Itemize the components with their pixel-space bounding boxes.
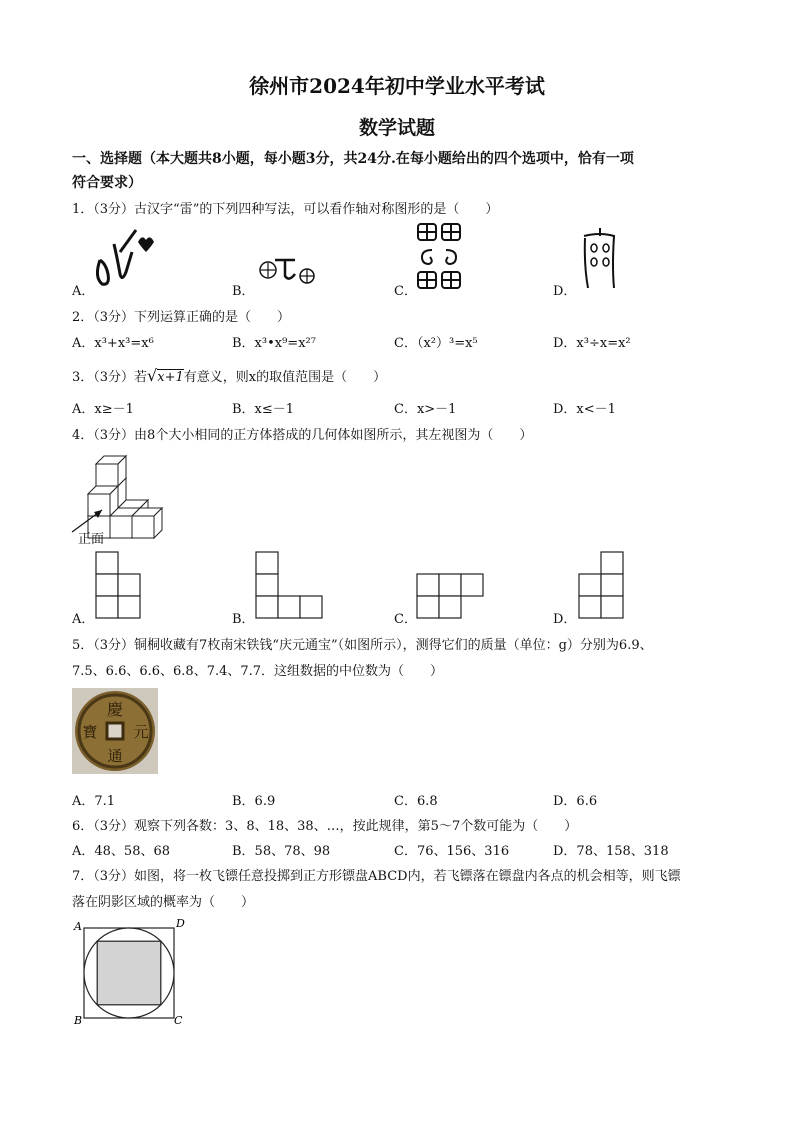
coin-char-left: 寶 <box>82 723 98 741</box>
q3-option-b: B．x≤－1 <box>232 402 295 417</box>
q4-label-b: B． <box>232 612 255 627</box>
exam-subtitle: 数学试题 <box>358 117 435 139</box>
q4-solid-figure <box>68 442 178 542</box>
section-heading-cont: 符合要求） <box>72 175 142 191</box>
q5-option-d: D．6.6 <box>553 794 598 809</box>
question-7-stem-line2: 落在阴影区域的概率为（ ） <box>72 895 255 910</box>
cube-6 <box>132 508 162 538</box>
q1-glyph-d <box>580 226 620 292</box>
q6-option-c: C．76、156、316 <box>394 844 510 859</box>
q4-label-d: D． <box>553 612 577 627</box>
question-2-stem: 2．（3分）下列运算正确的是（ ） <box>72 310 291 325</box>
q4-label-a: A． <box>72 612 95 627</box>
q6-option-d: D．78、158、318 <box>553 844 669 859</box>
shaded-square <box>97 941 161 1005</box>
q3-stem-end: 有意义，则x的取值范围是（ ） <box>183 370 387 385</box>
q3-stem-start: 3．（3分）若 <box>72 370 148 385</box>
question-5-stem-line2: 7.5、6.6、6.6、6.8、7.4、7.7．这组数据的中位数为（ ） <box>72 664 444 679</box>
q2-option-a: A．x³+x³=x⁶ <box>72 336 154 351</box>
question-7-stem-line1: 7．（3分）如图，将一枚飞镖任意投掷到正方形镖盘ABCD内，若飞镖落在镖盘内各点的机会相等，则飞镖 <box>72 869 681 884</box>
sqrt-symbol: √ <box>147 366 158 385</box>
q1-glyph-b <box>255 250 325 290</box>
q1-glyph-c <box>416 222 466 292</box>
q4-view-a <box>96 552 146 622</box>
q4-view-b <box>256 552 326 622</box>
q2-option-b: B．x³•x⁹=x²⁷ <box>232 336 316 351</box>
q6-option-a: A．48、58、68 <box>72 844 171 859</box>
q4-view-c <box>417 574 487 622</box>
q6-option-b: B．58、78、98 <box>232 844 331 859</box>
vertex-b: B <box>74 1014 83 1027</box>
question-5-stem-line1: 5．（3分）铜桐收藏有7枚南宋铁钱“庆元通宝”（如图所示），测得它们的质量（单位：g）分别为6.9、 <box>72 638 653 653</box>
cube-3 <box>96 456 126 486</box>
q3-radicand: x+1 <box>157 370 184 385</box>
coin-char-top: 慶 <box>106 700 124 719</box>
question-3-stem <box>72 366 386 385</box>
vertex-a: A <box>74 920 82 933</box>
q3-option-a: A．x≥－1 <box>72 402 134 417</box>
q3-option-d: D．x<－1 <box>553 402 616 417</box>
vertex-d: D <box>176 917 185 930</box>
section-heading: 一、选择题（本大题共8小题，每小题3分，共24分.在每小题给出的四个选项中，恰有一项 <box>72 151 634 167</box>
question-6-stem: 6．（3分）观察下列各数：3、8、18、38、…，按此规律，第5～7个数可能为（ ） <box>72 819 578 834</box>
q2-option-d: D．x³÷x=x² <box>553 336 631 351</box>
cube-7 <box>88 486 118 516</box>
q1-label-c: C． <box>394 284 417 299</box>
q3-option-c: C．x>－1 <box>394 402 457 417</box>
vertex-c: C <box>174 1014 183 1027</box>
q1-label-b: B． <box>232 284 255 299</box>
q5-option-c: C．6.8 <box>394 794 438 809</box>
q4-view-d <box>579 552 629 622</box>
exam-title: 徐州市2024年初中学业水平考试 <box>249 74 545 98</box>
q1-glyph-a <box>92 222 162 292</box>
question-4-stem: 4．（3分）由8个大小相同的正方体搭成的几何体如图所示，其左视图为（ ） <box>72 428 533 443</box>
q5-option-b: B．6.9 <box>232 794 276 809</box>
coin-image <box>72 688 158 774</box>
q7-dartboard-figure <box>70 918 190 1028</box>
q4-front-label: 正面 <box>78 532 105 547</box>
q1-label-d: D． <box>553 284 577 299</box>
q5-option-a: A．7.1 <box>72 794 116 809</box>
coin-char-right: 元 <box>133 723 149 741</box>
question-1-stem: 1．（3分）古汉字“雷”的下列四种写法，可以看作轴对称图形的是（ ） <box>72 202 499 217</box>
coin-char-bottom: 通 <box>107 747 123 765</box>
q1-label-a: A． <box>72 284 95 299</box>
q4-label-c: C． <box>394 612 417 627</box>
q2-option-c: C．（x²）³=x⁵ <box>394 336 478 351</box>
